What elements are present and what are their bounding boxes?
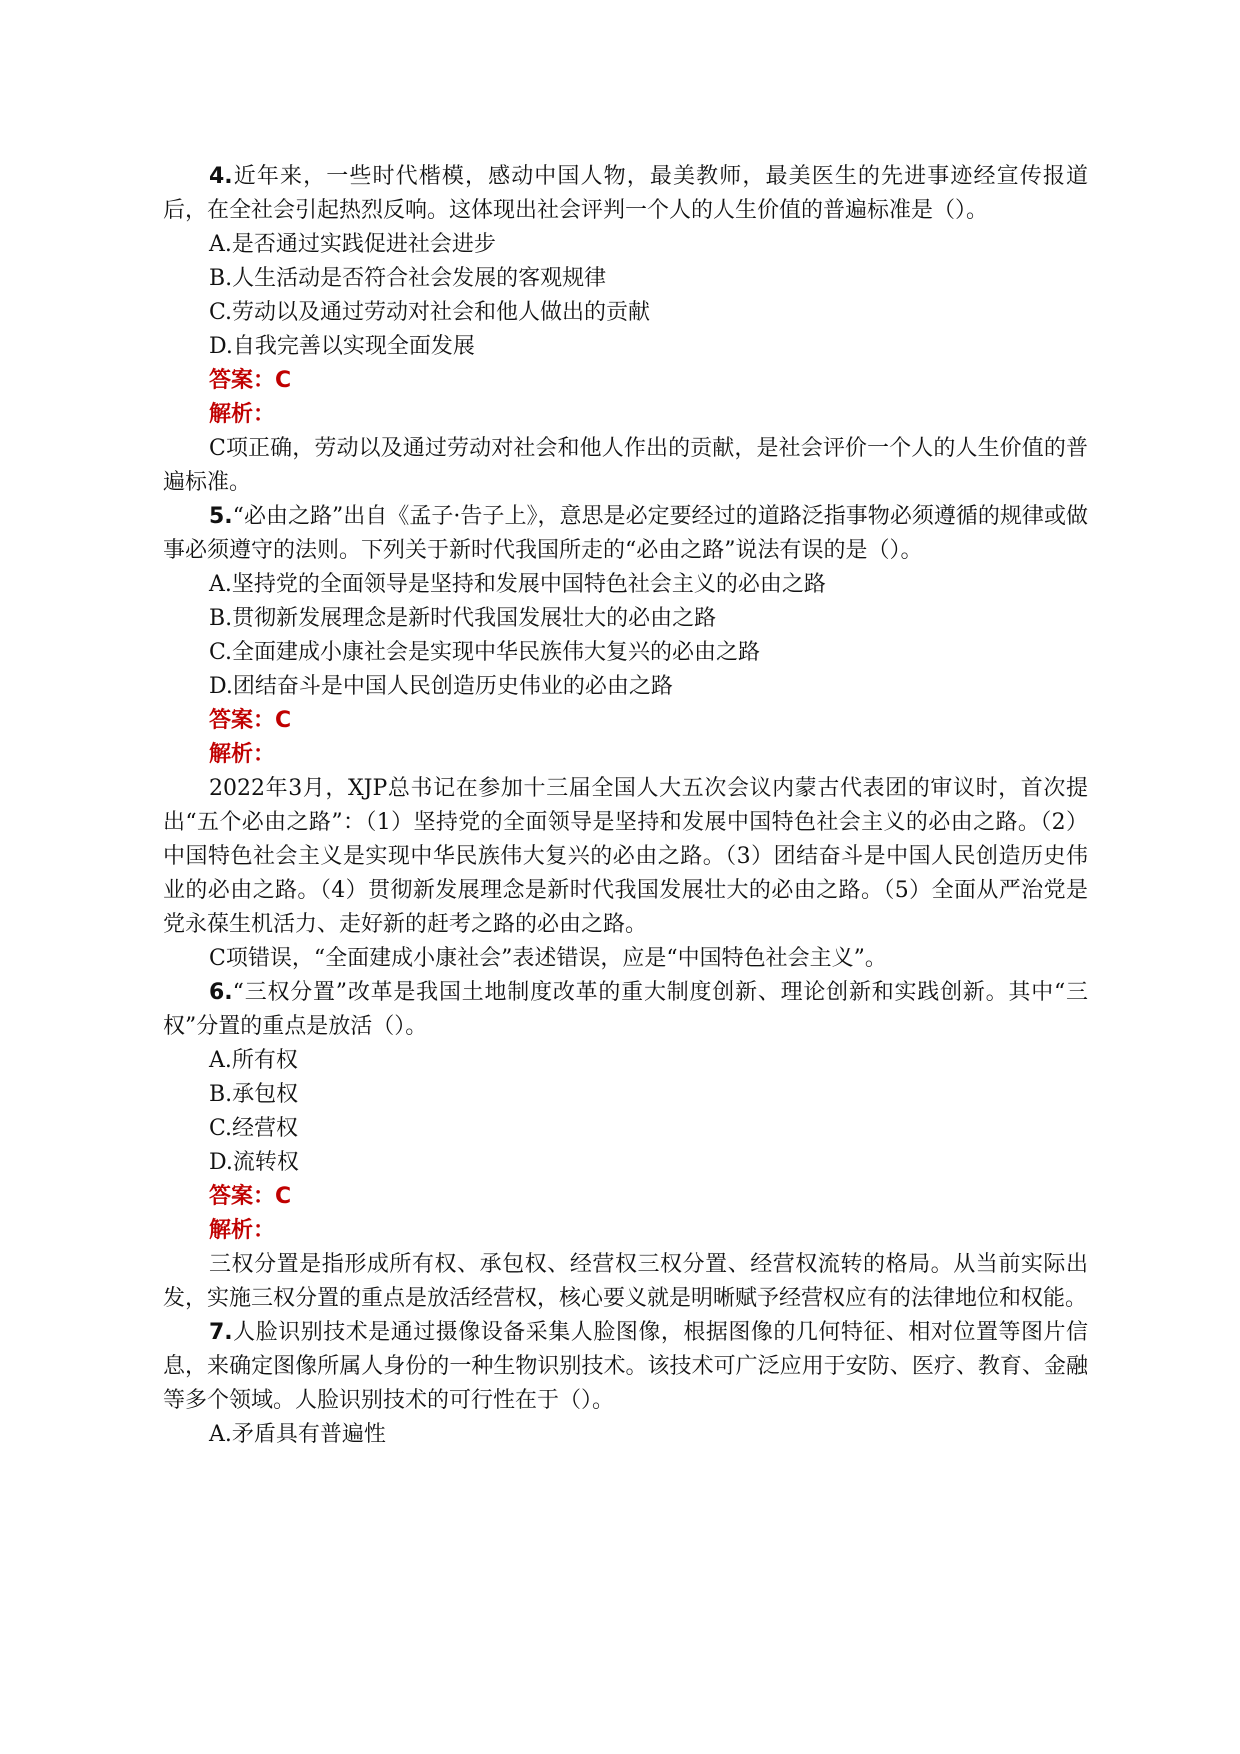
analysis-text: C项错误，“全面建成小康社会”表述错误，应是“中国特色社会主义”。 <box>209 946 887 971</box>
option-a: A.是否通过实践促进社会进步 <box>209 232 496 257</box>
question-number: 6. <box>209 980 233 1005</box>
option-b: B.人生活动是否符合社会发展的客观规律 <box>209 266 607 291</box>
question-number: 7. <box>209 1320 233 1345</box>
option-c: C.劳动以及通过劳动对社会和他人做出的贡献 <box>209 300 651 325</box>
option-a: A.所有权 <box>209 1048 298 1073</box>
analysis-text: 2022年3月，XJP总书记在参加十三届全国人大五次会议内蒙古代表团的审议时，首次提出“五个必由之路”：（1）坚持党的全面领导是坚持和发展中国特色社会主义的必由之路。（2）中国特色社会主义是实现中华民族伟大复兴的必由之路。（3）团结奋斗是中国人民创造历史伟业的必由之路。（4）贯彻新发展理念是新时代我国发展壮大的必由之路。（5）全面从严治党是党永葆生机活力、走好新的赶考之路的必由之路。 <box>163 776 1088 937</box>
question-text: “必由之路”出自《孟子·告子上》，意思是必定要经过的道路泛指事物必须遵循的规律或做事必须遵守的法则。下列关于新时代我国所走的“必由之路”说法有误的是（）。 <box>163 504 1088 563</box>
answer-line: 答案：C <box>209 708 292 733</box>
question-7 <box>163 1316 1088 1452</box>
analysis-text: C项正确，劳动以及通过劳动对社会和他人作出的贡献，是社会评价一个人的人生价值的普遍标准。 <box>163 436 1088 495</box>
analysis-label: 解析： <box>209 402 276 427</box>
document-page <box>163 160 1088 1452</box>
option-d: D.自我完善以实现全面发展 <box>209 334 475 359</box>
option-d: D.流转权 <box>209 1150 299 1175</box>
answer-line: 答案：C <box>209 1184 292 1209</box>
option-d: D.团结奋斗是中国人民创造历史伟业的必由之路 <box>209 674 673 699</box>
question-text: “三权分置”改革是我国土地制度改革的重大制度创新、理论创新和实践创新。其中“三权”分置的重点是放活（）。 <box>163 980 1088 1039</box>
question-6 <box>163 976 1088 1316</box>
question-stem <box>163 160 1088 228</box>
analysis-label: 解析： <box>209 742 276 767</box>
option-a: A.矛盾具有普遍性 <box>209 1422 386 1447</box>
question-4 <box>163 160 1088 500</box>
answer-line: 答案：C <box>209 368 292 393</box>
option-b: B.承包权 <box>209 1082 299 1107</box>
question-number: 5. <box>209 504 233 529</box>
question-stem <box>163 1316 1088 1418</box>
option-b: B.贯彻新发展理念是新时代我国发展壮大的必由之路 <box>209 606 717 631</box>
analysis-label: 解析： <box>209 1218 276 1243</box>
question-stem <box>163 500 1088 568</box>
question-text: 人脸识别技术是通过摄像设备采集人脸图像，根据图像的几何特征、相对位置等图片信息，来确定图像所属人身份的一种生物识别技术。该技术可广泛应用于安防、医疗、教育、金融等多个领域。人脸识别技术的可行性在于（）。 <box>163 1320 1088 1413</box>
analysis-text: 三权分置是指形成所有权、承包权、经营权三权分置、经营权流转的格局。从当前实际出发，实施三权分置的重点是放活经营权，核心要义就是明晰赋予经营权应有的法律地位和权能。 <box>163 1252 1088 1311</box>
question-stem <box>163 976 1088 1044</box>
question-5 <box>163 500 1088 976</box>
option-c: C.经营权 <box>209 1116 299 1141</box>
question-number: 4. <box>209 164 233 189</box>
option-c: C.全面建成小康社会是实现中华民族伟大复兴的必由之路 <box>209 640 761 665</box>
question-text: 近年来，一些时代楷模，感动中国人物，最美教师，最美医生的先进事迹经宣传报道后，在全社会引起热烈反响。这体现出社会评判一个人的人生价值的普遍标准是（）。 <box>163 164 1088 223</box>
option-a: A.坚持党的全面领导是坚持和发展中国特色社会主义的必由之路 <box>209 572 826 597</box>
